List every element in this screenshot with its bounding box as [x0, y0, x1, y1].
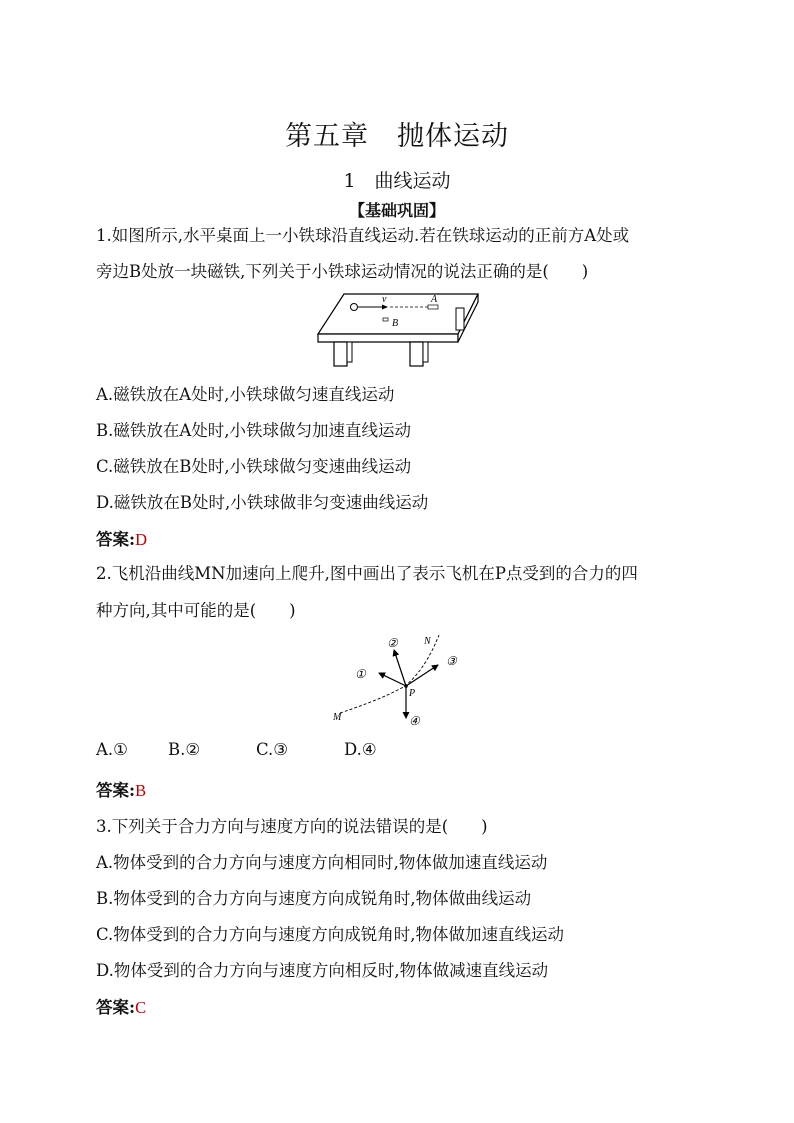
label-a: A	[431, 294, 438, 305]
force-direction-figure	[325, 628, 465, 728]
q2-stem-line1: 2.飞机沿曲线MN加速向上爬升,图中画出了表示飞机在P点受到的合力的四	[96, 564, 638, 583]
label-m: M	[333, 712, 342, 723]
q3-option-a: A.物体受到的合力方向与速度方向相同时,物体做加速直线运动	[96, 853, 548, 872]
q1-option-c: C.磁铁放在B处时,小铁球做匀变速曲线运动	[96, 457, 412, 476]
q3-option-b: B.物体受到的合力方向与速度方向成锐角时,物体做曲线运动	[96, 889, 532, 908]
section-title: 1 曲线运动	[343, 170, 451, 192]
label-p: P	[409, 688, 416, 699]
q1-answer: 答案:D	[96, 530, 148, 549]
label-n: N	[424, 636, 431, 647]
q2-answer-label: 答案	[96, 781, 129, 800]
q1-stem-line1: 1.如图所示,水平桌面上一小铁球沿直线运动.若在铁球运动的正前方A处或	[96, 226, 630, 245]
label-circle-1: ①	[355, 667, 366, 681]
q2-stem-line2: 种方向,其中可能的是( )	[96, 601, 296, 620]
q1-answer-value: D	[135, 530, 148, 549]
label-b: B	[392, 318, 399, 329]
ball	[351, 304, 358, 311]
q3-answer-label: 答案	[96, 998, 129, 1017]
section-heading: 【基础巩固】	[348, 201, 445, 220]
q3-option-d: D.物体受到的合力方向与速度方向相反时,物体做减速直线运动	[96, 961, 549, 980]
label-circle-3: ③	[446, 654, 457, 668]
table-figure	[310, 288, 485, 370]
q2-option-d: D.④	[344, 740, 377, 759]
q2-option-c: C.③	[256, 740, 289, 759]
q1-answer-label: 答案	[96, 530, 129, 549]
label-v: v	[382, 294, 387, 305]
q2-answer: 答案:B	[96, 781, 147, 800]
magnet-a	[428, 305, 438, 309]
q3-answer-value: C	[135, 998, 147, 1017]
q1-stem-line2: 旁边B处放一块磁铁,下列关于小铁球运动情况的说法正确的是( )	[96, 262, 589, 281]
q1-option-b: B.磁铁放在A处时,小铁球做匀加速直线运动	[96, 421, 412, 440]
q2-option-a: A.①	[96, 740, 128, 759]
q1-option-d: D.磁铁放在B处时,小铁球做非匀变速曲线运动	[96, 493, 429, 512]
magnet-b	[383, 318, 388, 321]
label-circle-4: ④	[409, 714, 420, 728]
q2-options	[96, 740, 377, 759]
q1-option-a: A.磁铁放在A处时,小铁球做匀速直线运动	[96, 385, 395, 404]
label-circle-2: ②	[387, 636, 398, 650]
q2-answer-value: B	[135, 781, 147, 800]
q3-stem: 3.下列关于合力方向与速度方向的说法错误的是( )	[96, 817, 488, 836]
q3-answer: 答案:C	[96, 998, 147, 1017]
chapter-title: 第五章 抛体运动	[285, 121, 509, 152]
q2-option-b: B.②	[168, 740, 201, 759]
q3-option-c: C.物体受到的合力方向与速度方向成锐角时,物体做加速直线运动	[96, 925, 565, 944]
